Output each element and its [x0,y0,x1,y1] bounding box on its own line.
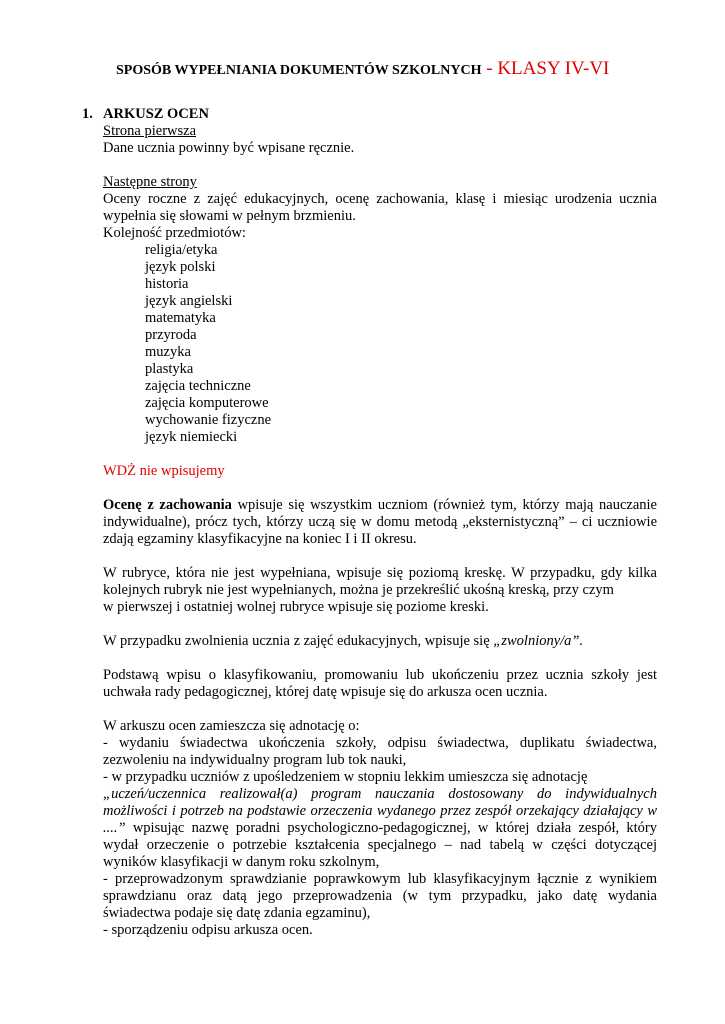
subject-item: język angielski [145,293,233,309]
basis-paragraph: Podstawą wpisu o klasyfikowaniu, promowaniu lub ukończeniu przez ucznia szkoły jest uchwała rady pedagogicznej, której datę wpisuje się do arkusza ocen ucznia. [103,667,657,700]
annotation-item-italic: „uczeń/uczennica realizował(a) program nauczania dostosowany do indywidualnych możliwości i potrzeb na podstawie orzeczenia wydanego przez zespół orzekający działający w ....” [103,786,657,836]
section-heading [82,106,657,123]
order-label: Kolejność przedmiotów: [103,225,246,241]
section-number: 1. [82,106,93,122]
annotation-item: - sporządzeniu odpisu arkusza ocen. [103,922,313,938]
subject-item: plastyka [145,361,194,377]
title-classes: KLASY IV-VI [497,58,610,79]
first-page-label: Strona pierwsza [103,123,197,139]
subject-item: język polski [145,259,216,275]
subject-item: zajęcia komputerowe [145,395,269,411]
annotation-item: - przeprowadzonym sprawdzianie poprawkowym lub klasyfikacyjnym łącznie z wynikiem sprawdzianu oraz datą jego przeprowadzenia (w tym przypadku, jako datę wydania świadectwa podaje się datę zdania egzaminu), [103,871,657,921]
section-title: ARKUSZ OCEN [103,106,209,122]
first-page-text: Dane ucznia powinny być wpisane ręcznie. [103,140,355,156]
section-arkusz-ocen [82,106,657,939]
next-pages-text: Oceny roczne z zajęć edukacyjnych, ocenę zachowania, klasę i miesiąc urodzenia ucznia wypełnia się słowami w pełnym brzmieniu. [103,191,657,224]
subjects-list [145,242,657,446]
title-dash: - [481,58,498,79]
title-main: SPOSÓB WYPEŁNIANIA DOKUMENTÓW SZKOLNYCH [116,63,482,78]
annotation-item-rest: wpisując nazwę poradni psychologiczno-pedagogicznej, w której działa zespół, który wydał orzeczenie o potrzebie kształcenia specjalnego – nad tabelą w części dotyczącej wyników klasyfikacji w danym roku szkolnym, [103,820,657,870]
annotation-item-lead: - w przypadku uczniów z upośledzeniem w stopniu lekkim umieszcza się adnotację [103,769,588,785]
annotation-item: - wydaniu świadectwa ukończenia szkoły, odpisu świadectwa, duplikatu świadectwa, zezwoleniu na indywidualny program lub tok nauki, [103,735,657,768]
next-pages-label: Następne strony [103,174,197,190]
behavior-text: wpisuje się wszystkim uczniom (również tym, którzy mają nauczanie indywidualne), prócz tych, którzy uczą się w domu metodą „eksternistyczną” – ci uczniowie zdają egzaminy klasyfikacyjne na koniec I i II okresu. [103,497,657,547]
subject-item: język niemiecki [145,429,238,445]
rubric-paragraph-end: w pierwszej i ostatniej wolnej rubryce wpisuje się poziome kreski. [103,599,489,615]
subject-item: wychowanie fizyczne [145,412,272,428]
document-title [116,60,609,79]
annotation-intro: W arkuszu ocen zamieszcza się adnotację o: [103,718,360,734]
subject-item: matematyka [145,310,216,326]
subject-item: przyroda [145,327,197,343]
subject-item: muzyka [145,344,191,360]
subject-item: religia/etyka [145,242,218,258]
behavior-paragraph [103,497,657,548]
subject-item: zajęcia techniczne [145,378,251,394]
wdz-note: WDŻ nie wpisujemy [103,463,225,479]
subject-item: historia [145,276,189,292]
exempt-text: W przypadku zwolnienia ucznia z zajęć edukacyjnych, wpisuje się [103,633,494,649]
section-body [103,123,657,939]
rubric-paragraph: W rubryce, która nie jest wypełniana, wpisuje się poziomą kreskę. W przypadku, gdy kilka kolejnych rubryk nie jest wypełnianych, można je przekreślić ukośną kreską, przy czym [103,565,657,598]
exempt-paragraph [103,633,657,650]
exempt-quote: „zwolniony/a”. [493,633,584,649]
behavior-bold: Ocenę z zachowania [103,497,232,513]
annotation-item [103,769,657,871]
